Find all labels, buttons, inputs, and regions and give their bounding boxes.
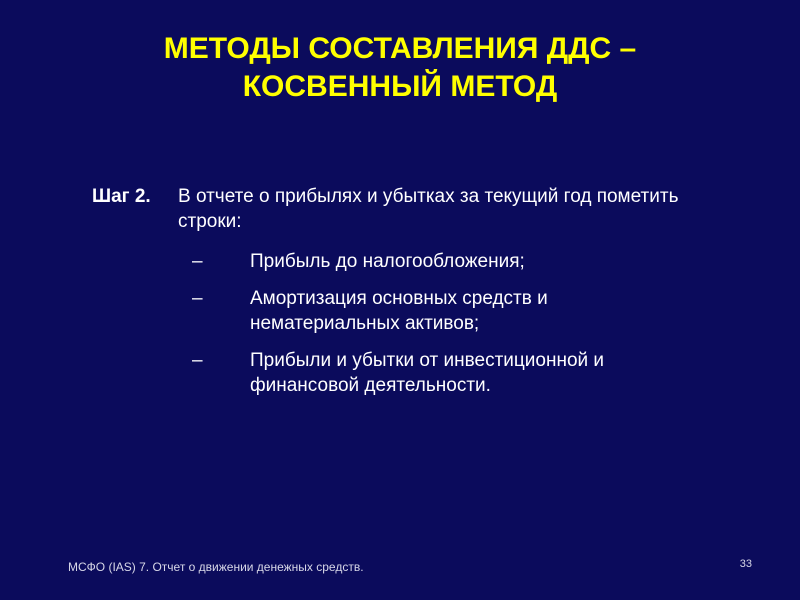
bullet-text: Амортизация основных средств и нематериальных активов; [250,288,548,334]
slide-footer: МСФО (IAS) 7. Отчет о движении денежных средств. [68,560,364,574]
bullet-list [92,249,692,398]
bullet-dash: – [192,350,203,371]
bullet-dash: – [192,288,203,309]
bullet-text: Прибыли и убытки от инвестиционной и финансовой деятельности. [250,350,605,396]
bullet-dash: – [192,251,203,272]
list-item [92,348,692,398]
list-item [92,249,692,274]
slide-title-line-1: МЕТОДЫ СОСТАВЛЕНИЯ ДДС – [163,32,637,65]
slide-title [0,30,800,106]
step-row [92,184,692,234]
step-label: Шаг 2. [92,186,151,207]
bullet-text: Прибыль до налогообложения; [250,251,525,272]
slide-title-line-2: КОСВЕННЫЙ МЕТОД [242,70,558,103]
page-number: 33 [739,558,752,570]
list-item [92,286,692,336]
slide-content [92,184,692,410]
step-text: В отчете о прибылях и убытках за текущий год пометить строки: [178,186,679,232]
